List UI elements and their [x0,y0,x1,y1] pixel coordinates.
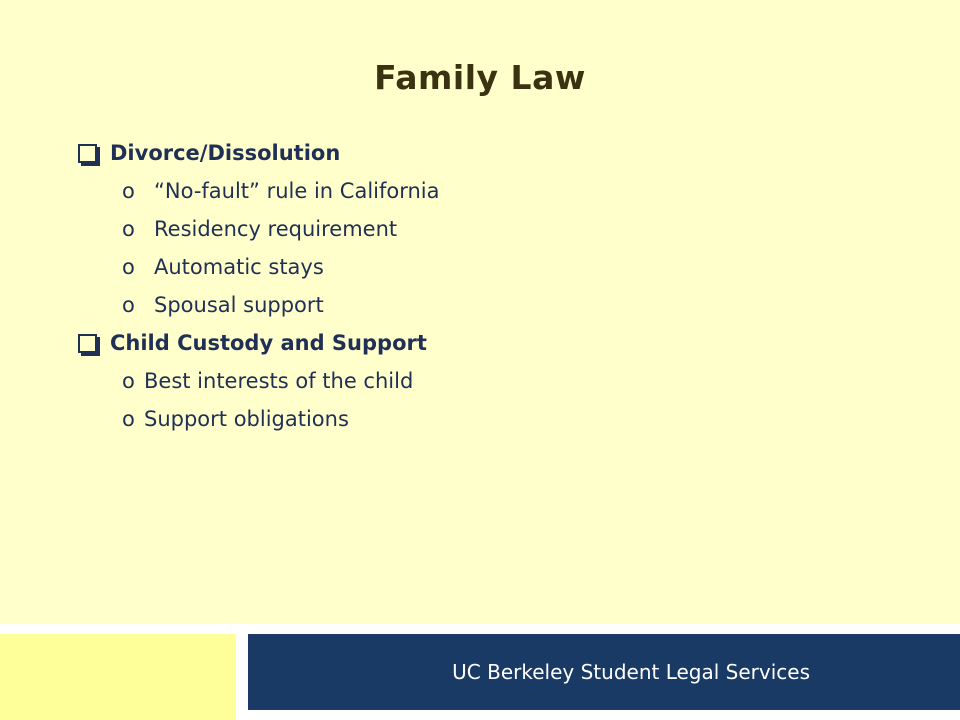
section-heading [78,324,898,362]
list-item-label: Spousal support [154,293,324,317]
bullet-list [78,134,898,438]
bottom-strip [248,710,960,720]
list-item-label: “No-fault” rule in California [154,179,440,203]
bullet-icon: o [122,255,135,279]
section-heading [78,134,898,172]
list-item [78,400,898,438]
footer-text: UC Berkeley Student Legal Services [452,660,810,684]
list-item [78,286,898,324]
list-item [78,248,898,286]
bullet-icon: o [122,407,135,431]
list-item-label: Support obligations [144,407,349,431]
checkbox-icon [78,334,97,353]
footer-gap [236,634,248,720]
list-item [78,210,898,248]
footer-bar [248,634,960,710]
footer-divider [0,624,960,634]
slide-title: Family Law [374,58,586,97]
list-item-label: Automatic stays [154,255,324,279]
checkbox-icon [78,144,97,163]
footer-accent-block [0,634,236,720]
list-item-label: Best interests of the child [144,369,414,393]
bullet-icon: o [122,369,135,393]
bullet-icon: o [122,217,135,241]
list-item [78,362,898,400]
bullet-icon: o [122,179,135,203]
section-label: Child Custody and Support [110,331,427,355]
list-item-label: Residency requirement [154,217,398,241]
list-item [78,172,898,210]
bullet-icon: o [122,293,135,317]
section-label: Divorce/Dissolution [110,141,341,165]
